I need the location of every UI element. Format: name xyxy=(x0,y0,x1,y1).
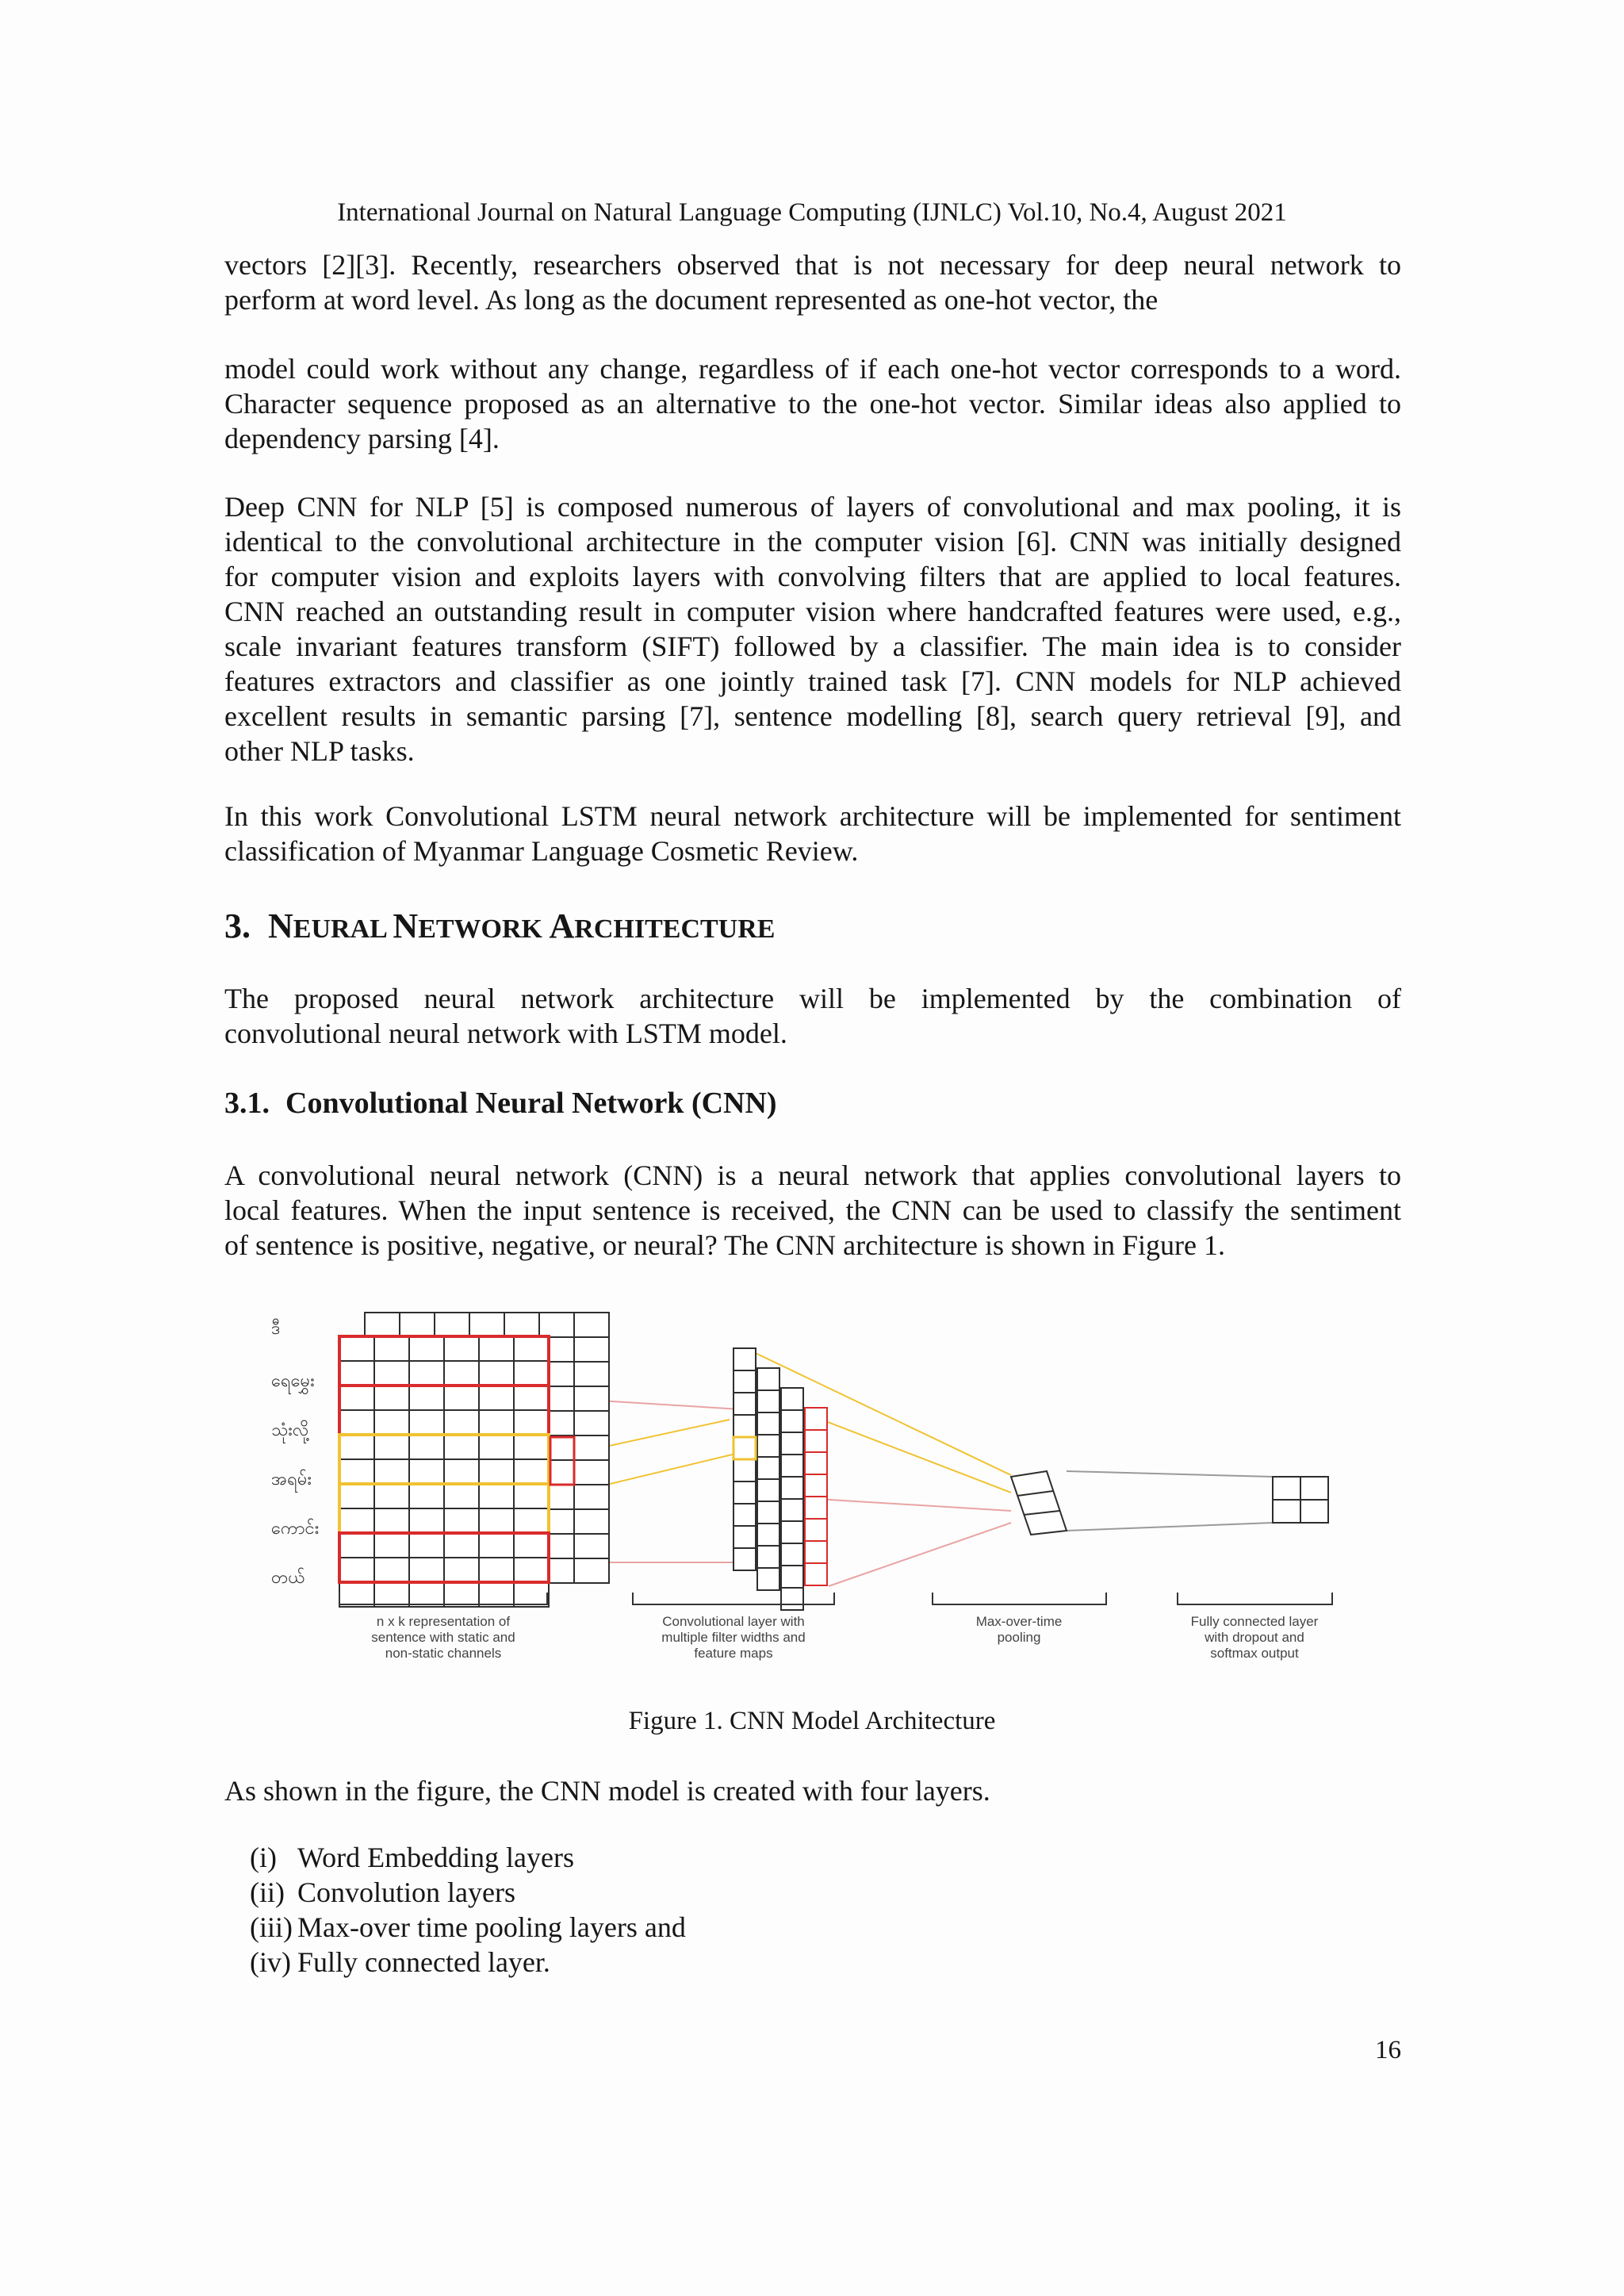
list-marker: (iii) xyxy=(250,1911,293,1943)
grid-cell xyxy=(409,1386,444,1410)
grid-cell xyxy=(574,1460,609,1485)
grid-cell xyxy=(339,1533,374,1558)
grid-cell xyxy=(733,1548,756,1570)
grid-cell xyxy=(757,1412,779,1435)
layer-label: sentence with static and xyxy=(371,1630,515,1645)
grid-cell xyxy=(374,1558,409,1582)
grid-cell xyxy=(339,1582,374,1607)
layer-label: with dropout and xyxy=(1205,1630,1304,1645)
grid-cell xyxy=(339,1435,374,1459)
grid-cell xyxy=(757,1457,779,1479)
text-line: The proposed neural network architecture will be implemented by the combination of xyxy=(224,983,1401,1014)
grid-cell xyxy=(444,1508,479,1533)
text-line: Deep CNN for NLP [5] is composed numerous of layers of convolutional and max pooling, it is xyxy=(224,491,1401,523)
grid-cell xyxy=(374,1386,409,1410)
paragraph-7 xyxy=(224,1773,1401,1808)
grid-cell xyxy=(781,1588,803,1610)
figure-caption: Figure 1. CNN Model Architecture xyxy=(628,1707,996,1735)
layer-label: Max-over-time xyxy=(975,1614,1063,1629)
list-text: Max-over time pooling layers and xyxy=(297,1911,686,1943)
text-line: of sentence is positive, negative, or neural? The CNN architecture is shown in Figure 1. xyxy=(224,1229,1225,1261)
grid-cell xyxy=(339,1410,374,1435)
grid-cell xyxy=(733,1481,756,1504)
grid-cell xyxy=(469,1313,504,1337)
grid-cell xyxy=(514,1558,549,1582)
grid-cell xyxy=(374,1533,409,1558)
grid-cell xyxy=(339,1558,374,1582)
cnn-architecture-figure xyxy=(238,1293,1364,1673)
grid-cell xyxy=(757,1524,779,1546)
section-title: NEURAL NETWORK ARCHITECTURE xyxy=(268,907,776,945)
layer-label: softmax output xyxy=(1210,1646,1299,1661)
list-marker: (i) xyxy=(250,1842,277,1873)
grid-cell xyxy=(781,1455,803,1477)
grid-cell xyxy=(805,1430,827,1452)
grid-cell xyxy=(479,1533,514,1558)
connector-lines xyxy=(547,1348,1273,1586)
word-label: ဒီ xyxy=(271,1318,281,1338)
layer-label: feature maps xyxy=(694,1646,773,1661)
subsection-title: Convolutional Neural Network (CNN) xyxy=(285,1087,777,1120)
grid-cell xyxy=(805,1541,827,1563)
word-label: တယ် xyxy=(271,1567,305,1587)
grid-cell xyxy=(374,1508,409,1533)
layer-label: non-static channels xyxy=(385,1646,502,1661)
grid-cell xyxy=(733,1415,756,1437)
layer-list xyxy=(250,1840,686,1980)
grid-cell xyxy=(574,1485,609,1509)
grid-cell xyxy=(374,1410,409,1435)
section-heading xyxy=(224,906,775,950)
list-item xyxy=(250,1910,686,1945)
paragraph-2 xyxy=(224,351,1401,456)
grid-cell xyxy=(514,1336,549,1361)
section-number: 3. xyxy=(224,907,251,945)
paragraph-3 xyxy=(224,489,1401,769)
grid-cell xyxy=(479,1459,514,1484)
grid-cell xyxy=(574,1386,609,1411)
grid-cell xyxy=(374,1435,409,1459)
grid-cell xyxy=(444,1558,479,1582)
grid-cell xyxy=(339,1336,374,1361)
grid-cell xyxy=(444,1361,479,1386)
grid-cell xyxy=(409,1533,444,1558)
list-item xyxy=(250,1875,686,1910)
grid-cell xyxy=(409,1558,444,1582)
grid-cell xyxy=(733,1504,756,1526)
text-line: for computer vision and exploits layers with convolving filters that are applied to local features. xyxy=(224,561,1401,592)
grid-cell xyxy=(479,1435,514,1459)
grid-cell xyxy=(444,1410,479,1435)
grid-cell xyxy=(757,1568,779,1590)
grid-cell xyxy=(781,1566,803,1588)
grid-cell xyxy=(514,1582,549,1607)
grid-cell xyxy=(444,1435,479,1459)
text-line: other NLP tasks. xyxy=(224,735,415,767)
grid-cell xyxy=(757,1390,779,1412)
grid-cell xyxy=(504,1313,539,1337)
grid-cell xyxy=(479,1410,514,1435)
grid-cell xyxy=(409,1410,444,1435)
feature-maps xyxy=(733,1348,827,1610)
grid-cell xyxy=(374,1484,409,1508)
layer-label: multiple filter widths and xyxy=(661,1630,806,1645)
grid-cell xyxy=(781,1499,803,1521)
output-layer xyxy=(1273,1477,1328,1523)
grid-cell xyxy=(757,1479,779,1501)
grid-cell xyxy=(574,1509,609,1534)
text-line: Character sequence proposed as an alternative to the one-hot vector. Similar ideas also applied to xyxy=(224,388,1401,420)
grid-cell xyxy=(444,1533,479,1558)
grid-cell xyxy=(757,1435,779,1457)
grid-cell xyxy=(574,1558,609,1583)
grid-cell xyxy=(444,1484,479,1508)
grid-cell xyxy=(514,1410,549,1435)
grid-cell xyxy=(400,1313,435,1337)
grid-cell xyxy=(339,1484,374,1508)
text-line: convolutional neural network with LSTM model. xyxy=(224,1018,787,1049)
list-marker: (ii) xyxy=(250,1876,285,1908)
grid-cell xyxy=(781,1477,803,1499)
list-text: Convolution layers xyxy=(297,1876,515,1908)
grid-cell xyxy=(805,1563,827,1585)
list-text: Word Embedding layers xyxy=(297,1842,575,1873)
grid-cell xyxy=(781,1388,803,1410)
list-text: Fully connected layer. xyxy=(297,1946,550,1978)
text-line: excellent results in semantic parsing [7], sentence modelling [8], search query retrieval [9], and xyxy=(224,700,1401,732)
paragraph-6 xyxy=(224,1158,1401,1263)
text-line: perform at word level. As long as the document represented as one-hot vector, the xyxy=(224,284,1159,316)
paragraph-4 xyxy=(224,799,1401,868)
text-line: scale invariant features transform (SIFT) followed by a classifier. The main idea is to consider xyxy=(224,631,1401,662)
grid-cell xyxy=(444,1582,479,1607)
grid-cell xyxy=(339,1459,374,1484)
grid-cell xyxy=(733,1370,756,1393)
connector-line xyxy=(1067,1471,1273,1477)
grid-cell xyxy=(409,1508,444,1533)
grid-cell xyxy=(514,1435,549,1459)
grid-cell xyxy=(339,1386,374,1410)
grid-cell xyxy=(574,1534,609,1558)
word-label: ရေမွှေး xyxy=(271,1370,315,1390)
grid-cell xyxy=(574,1411,609,1435)
grid-cell xyxy=(574,1337,609,1362)
grid-cell xyxy=(805,1452,827,1474)
text-line: dependency parsing [4]. xyxy=(224,423,500,454)
grid-cell xyxy=(781,1410,803,1432)
paragraph-5 xyxy=(224,981,1401,1051)
grid-cell xyxy=(757,1368,779,1390)
text-line: model could work without any change, regardless of if each one-hot vector corresponds to a word. xyxy=(224,353,1401,385)
grid-cell xyxy=(733,1526,756,1548)
word-label: သုံးလို့ xyxy=(271,1420,309,1439)
grid-cell xyxy=(574,1362,609,1386)
layer-label: Fully connected layer xyxy=(1190,1614,1319,1629)
grid-cell xyxy=(435,1313,469,1337)
grid-cell xyxy=(733,1348,756,1370)
text-line: vectors [2][3]. Recently, researchers observed that is not necessary for deep neural network to xyxy=(224,249,1401,281)
subsection-heading xyxy=(224,1085,777,1121)
word-label: ကောင်း xyxy=(271,1518,320,1538)
grid-cell xyxy=(365,1313,400,1337)
grid-cell xyxy=(374,1336,409,1361)
grid-cell xyxy=(374,1361,409,1386)
connector-line xyxy=(829,1523,1011,1586)
grid-cell xyxy=(409,1361,444,1386)
grid-cell xyxy=(479,1361,514,1386)
grid-cell xyxy=(757,1501,779,1524)
grid-cell xyxy=(409,1336,444,1361)
grid-cell xyxy=(514,1484,549,1508)
grid-cell xyxy=(539,1313,574,1337)
grid-cell xyxy=(374,1582,409,1607)
grid-cell xyxy=(733,1437,756,1459)
grid-cell xyxy=(339,1508,374,1533)
text-line: local features. When the input sentence is received, the CNN can be used to classify the sentiment xyxy=(224,1194,1401,1226)
layer-label: pooling xyxy=(997,1630,1041,1645)
layer-label: Convolutional layer with xyxy=(662,1614,805,1629)
text-line: A convolutional neural network (CNN) is a neural network that applies convolutional layers to xyxy=(224,1159,1401,1191)
grid-cell xyxy=(781,1432,803,1455)
grid-cell xyxy=(409,1435,444,1459)
text-line: classification of Myanmar Language Cosmetic Review. xyxy=(224,835,859,867)
list-marker: (iv) xyxy=(250,1946,291,1978)
grid-cell xyxy=(805,1497,827,1519)
grid-cell xyxy=(805,1474,827,1497)
grid-cell xyxy=(514,1508,549,1533)
grid-cell xyxy=(574,1435,609,1460)
page-number: 16 xyxy=(1375,2036,1401,2064)
list-item xyxy=(250,1840,686,1875)
text-line: CNN reached an outstanding result in computer vision where handcrafted features were used, e.g., xyxy=(224,596,1401,627)
grid-cell xyxy=(733,1459,756,1481)
subsection-number: 3.1. xyxy=(224,1087,270,1120)
grid-cell xyxy=(444,1459,479,1484)
cnn-diagram xyxy=(238,1293,1364,1673)
embedding-matrix xyxy=(339,1313,609,1607)
grid-cell xyxy=(514,1386,549,1410)
grid-cell xyxy=(409,1459,444,1484)
grid-cell xyxy=(444,1386,479,1410)
grid-cell xyxy=(409,1582,444,1607)
text-line: In this work Convolutional LSTM neural network architecture will be implemented for sentiment xyxy=(224,800,1401,832)
grid-cell xyxy=(339,1361,374,1386)
grid-cell xyxy=(514,1459,549,1484)
grid-cell xyxy=(444,1336,479,1361)
grid-cell xyxy=(479,1336,514,1361)
text-line: features extractors and classifier as one jointly trained task [7]. CNN models for NLP achieved xyxy=(224,665,1401,697)
grid-cell xyxy=(514,1361,549,1386)
grid-cell xyxy=(409,1484,444,1508)
grid-cell xyxy=(479,1484,514,1508)
layer-label: n x k representation of xyxy=(376,1614,511,1629)
word-labels xyxy=(271,1318,319,1587)
paragraph-1 xyxy=(224,247,1401,317)
grid-cell xyxy=(514,1533,549,1558)
grid-cell xyxy=(479,1508,514,1533)
list-item xyxy=(250,1945,686,1980)
grid-cell xyxy=(574,1313,609,1337)
layer-labels xyxy=(371,1614,1318,1661)
grid-cell xyxy=(805,1408,827,1430)
grid-cell xyxy=(733,1393,756,1415)
text-line: As shown in the figure, the CNN model is created with four layers. xyxy=(224,1775,990,1807)
grid-cell xyxy=(479,1386,514,1410)
grid-cell xyxy=(374,1459,409,1484)
grid-cell xyxy=(479,1558,514,1582)
grid-cell xyxy=(479,1582,514,1607)
connector-line xyxy=(801,1412,1011,1493)
grid-cell xyxy=(757,1546,779,1568)
word-label: အရမ်း xyxy=(271,1469,312,1489)
text-line: identical to the convolutional architecture in the computer vision [6]. CNN was initially designed xyxy=(224,526,1401,558)
running-header: International Journal on Natural Language Computing (IJNLC) Vol.10, No.4, August 2021 xyxy=(337,198,1287,227)
connector-line xyxy=(817,1499,1011,1511)
connector-line xyxy=(1067,1523,1273,1531)
grid-cell xyxy=(781,1521,803,1543)
pooling-vector xyxy=(1011,1471,1067,1535)
grid-cell xyxy=(805,1519,827,1541)
grid-cell xyxy=(781,1543,803,1566)
